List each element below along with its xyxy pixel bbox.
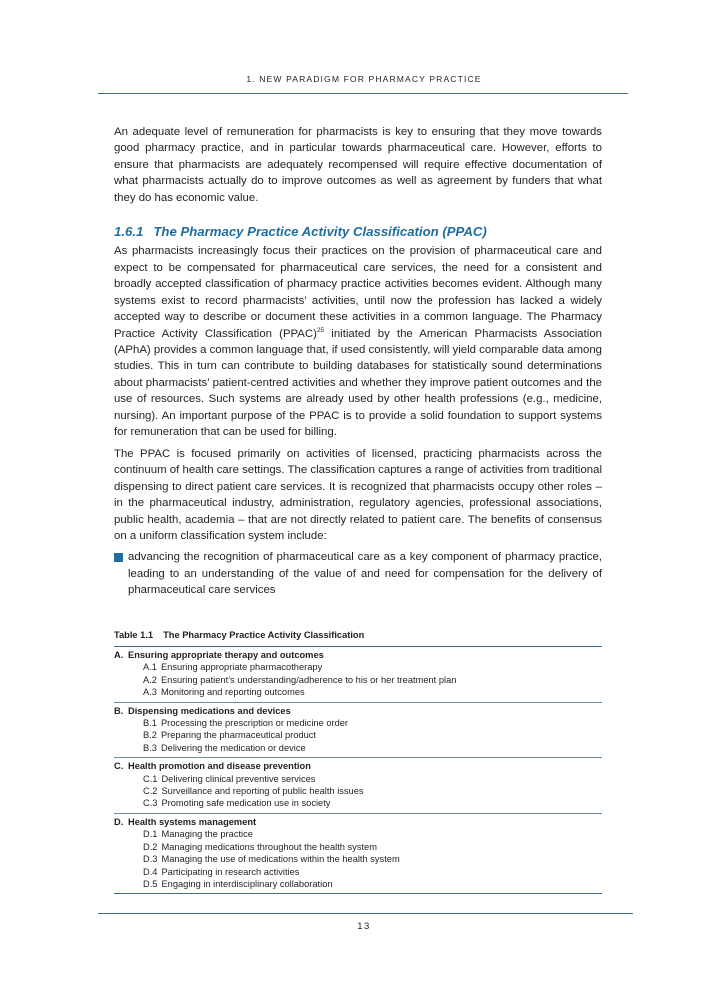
table-row-code: D.1 — [143, 829, 158, 840]
table-row — [114, 773, 602, 785]
paragraph-ppac-focus: The PPAC is focused primarily on activities of licensed, practicing pharmacists across the continuum of health care settings. The classification captures a range of activities from traditional dispensing to direct patient care services. It is recognized that pharmacists occupy other roles – in the pharmaceutical industry, administration, regulatory agencies, professional associations, public health, academia – that are not directly related to patient care. The benefits of consensus on a uniform classification system include: — [114, 447, 602, 542]
table-group-heading — [114, 649, 602, 661]
table-row-text: Ensuring patient’s understanding/adherence to his or her treatment plan — [160, 674, 457, 685]
table-group-letter: D. — [114, 816, 124, 827]
table-row-code: A.2 — [143, 674, 157, 685]
table-row — [114, 686, 602, 698]
table-row-text: Engaging in interdisciplinary collaboration — [161, 878, 333, 889]
running-header: 1. NEW PARADIGM FOR PHARMACY PRACTICE — [246, 74, 482, 84]
table-group-title: Ensuring appropriate therapy and outcomes — [128, 650, 324, 660]
table-row-text: Managing the use of medications within the health system — [161, 854, 400, 865]
bullet-square-icon — [114, 553, 123, 562]
table-row — [114, 661, 602, 673]
table-row-code: C.3 — [143, 798, 158, 809]
table-row-code: D.4 — [143, 866, 158, 877]
table-title: The Pharmacy Practice Activity Classification — [163, 630, 365, 640]
table-row-code: D.2 — [143, 841, 158, 852]
section-title: The Pharmacy Practice Activity Classification (PPAC) — [153, 224, 487, 240]
table-row — [114, 866, 602, 878]
table-row-text: Ensuring appropriate pharmacotherapy — [160, 662, 323, 673]
table-row-code: C.1 — [143, 773, 158, 784]
footnote-reference: 25 — [316, 326, 325, 334]
table-group — [114, 814, 602, 893]
section-number: 1.6.1 — [114, 224, 144, 240]
table-row-code: B.2 — [143, 730, 157, 741]
table-row — [114, 853, 602, 865]
table-group — [114, 758, 602, 813]
table-group-letter: A. — [114, 650, 124, 660]
paragraph-ppac-intro-part1: As pharmacists increasingly focus their practices on the provision of pharmaceutical care and expect to be compensated for pharmaceutical care services, the need for a consistent and broadly accepted classification of pharmacy practice activities becomes evident. Although many systems exist to record pharmacists’ activities, until now the profession has lacked a widely accepted way to describe or document these activities in a common language. The Pharmacy Practice Activity Classification (PPAC) — [114, 245, 602, 340]
table-group-heading — [114, 816, 602, 828]
main-content — [114, 124, 602, 599]
table-row-text: Participating in research activities — [161, 866, 300, 877]
table-row-code: C.2 — [143, 786, 158, 797]
table-row-text: Managing medications throughout the health system — [161, 841, 377, 852]
table-row — [114, 742, 602, 754]
table-group-title: Dispensing medications and devices — [128, 705, 291, 716]
table-row-code: B.1 — [143, 718, 157, 729]
table-group-title: Health systems management — [128, 816, 257, 827]
table-row — [114, 797, 602, 809]
table-number: Table 1.1 — [114, 630, 154, 640]
table-group — [114, 647, 602, 702]
table-row-code: A.1 — [143, 662, 157, 673]
table-group-title: Health promotion and disease prevention — [128, 761, 311, 772]
table-group-heading — [114, 705, 602, 717]
table-row — [114, 785, 602, 797]
table-row-code: D.3 — [143, 854, 158, 865]
table-row-text: Processing the prescription or medicine order — [160, 718, 349, 729]
table-row — [114, 674, 602, 686]
table-row-text: Promoting safe medication use in society — [161, 798, 331, 809]
table-row-text: Surveillance and reporting of public health issues — [161, 786, 364, 797]
table-row — [114, 828, 602, 840]
table-row-text: Managing the practice — [161, 829, 253, 840]
ppac-table — [114, 629, 602, 894]
table-row-code: A.3 — [143, 687, 157, 698]
table-group-letter: C. — [114, 761, 124, 772]
table-row — [114, 717, 602, 729]
bullet-item — [114, 549, 602, 598]
page-number: 13 — [357, 921, 371, 932]
table-caption — [114, 629, 602, 642]
header-rule — [98, 93, 628, 94]
table-row-text: Monitoring and reporting outcomes — [160, 687, 305, 698]
paragraph-remuneration: An adequate level of remuneration for pharmacists is key to ensuring that they move towards good pharmacy practice, and in particular towards pharmaceutical care. However, efforts to ensure that pharmacists are adequately recompensed will require effective documentation of what pharmacists actually do to improve outcomes as well as agreement by funders that what they do has economic value. — [114, 126, 602, 204]
table-row-code: B.3 — [143, 742, 157, 753]
section-heading — [114, 223, 602, 241]
paragraph-ppac-intro — [114, 243, 602, 440]
table-group-rule — [114, 893, 602, 894]
table-group — [114, 703, 602, 758]
paragraph-ppac-intro-part2: initiated by the American Pharmacists Association (APhA) provides a common language that, if used consistently, will yield comparable data among studies. This in turn can contribute to building databases for statistically sound determinations about pharmacists’ patient-centred activities and whether they improve patient outcomes and the use of resources. Such systems are already used by other health professions (e.g., medicine, nursing). An important purpose of the PPAC is to provide a solid foundation to support systems for remuneration that can be used for billing. — [114, 327, 602, 439]
table-row — [114, 729, 602, 741]
table-row-text: Delivering clinical preventive services — [161, 773, 316, 784]
table-row-text: Delivering the medication or device — [160, 742, 306, 753]
table-group-letter: B. — [114, 705, 124, 716]
table-row-code: D.5 — [143, 878, 158, 889]
bullet-text: advancing the recognition of pharmaceutical care as a key component of pharmacy practice, leading to an understanding of the value of and need for compensation for the delivery of pharmaceutical care services — [128, 551, 602, 597]
footer-rule — [98, 913, 633, 914]
table-groups — [114, 647, 602, 894]
table-row-text: Preparing the pharmaceutical product — [160, 730, 317, 741]
table-row — [114, 841, 602, 853]
table-group-heading — [114, 760, 602, 772]
table-row — [114, 878, 602, 890]
